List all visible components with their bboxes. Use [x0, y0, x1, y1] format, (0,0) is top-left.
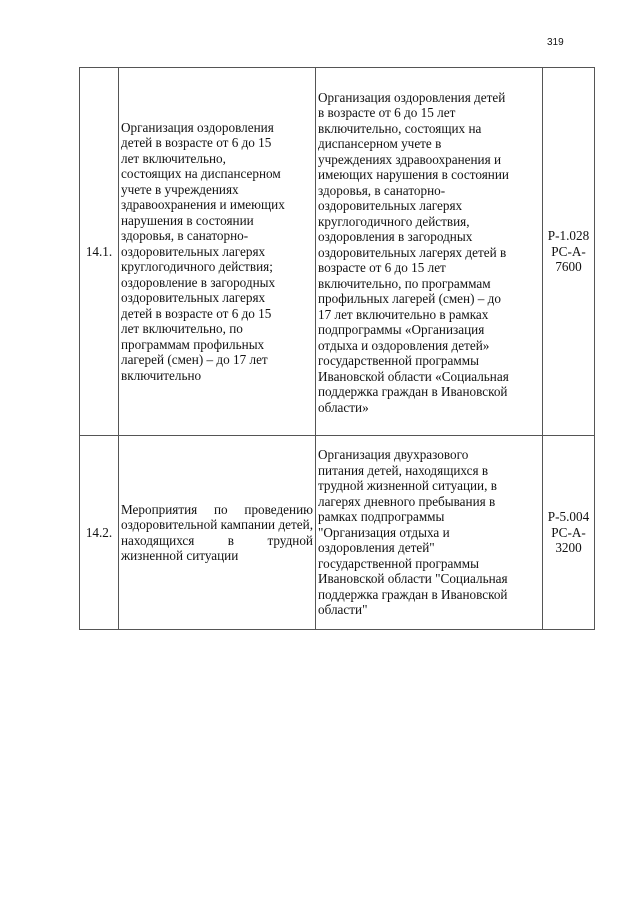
- page-number: 319: [547, 37, 564, 48]
- row-number: 14.2.: [80, 436, 119, 630]
- measure-name: Мероприятия по проведению оздоровительной кампании детей, находящихся в трудной жизненной ситуации: [119, 436, 316, 630]
- row-number: 14.1.: [80, 68, 119, 436]
- measure-description: Организация двухразового питания детей, находящихся в трудной жизненной ситуации, в лагерях дневного пребывания в рамках подпрограммы "Организация отдыха и оздоровления детей" государственной программы Ивановской области "Социальная поддержка граждан в Ивановской области": [316, 436, 543, 630]
- budget-code: Р-5.004 РС-А- 3200: [543, 436, 595, 630]
- measure-name: Организация оздоровления детей в возрасте от 6 до 15 лет включительно, состоящих на диспансерном учете в учреждениях здравоохранения и имеющих нарушения в состоянии здоровья, в санаторно- оздоровительных лагерях круглогодичного действия; оздоровление в загородных оздоровительных лагерях детей в возрасте от 6 до 15 лет включительно, по программам профильных лагерей (смен) – до 17 лет включительно: [119, 68, 316, 436]
- table-row: [80, 68, 595, 436]
- measure-description: Организация оздоровления детей в возрасте от 6 до 15 лет включительно, состоящих на диспансерном учете в учреждениях здравоохранения и имеющих нарушения в состоянии здоровья, в санаторно- оздоровительных лагерях круглогодичного действия, оздоровления в загородных оздоровительных лагерях детей в возрасте от 6 до 15 лет включительно, по программам профильных лагерей (смен) – до 17 лет включительно в рамках подпрограммы «Организация отдыха и оздоровления детей» государственной программы Ивановской области «Социальная поддержка граждан в Ивановской области»: [316, 68, 543, 436]
- budget-code: Р-1.028 РС-А- 7600: [543, 68, 595, 436]
- measures-table: [79, 67, 595, 630]
- table-row: [80, 436, 595, 630]
